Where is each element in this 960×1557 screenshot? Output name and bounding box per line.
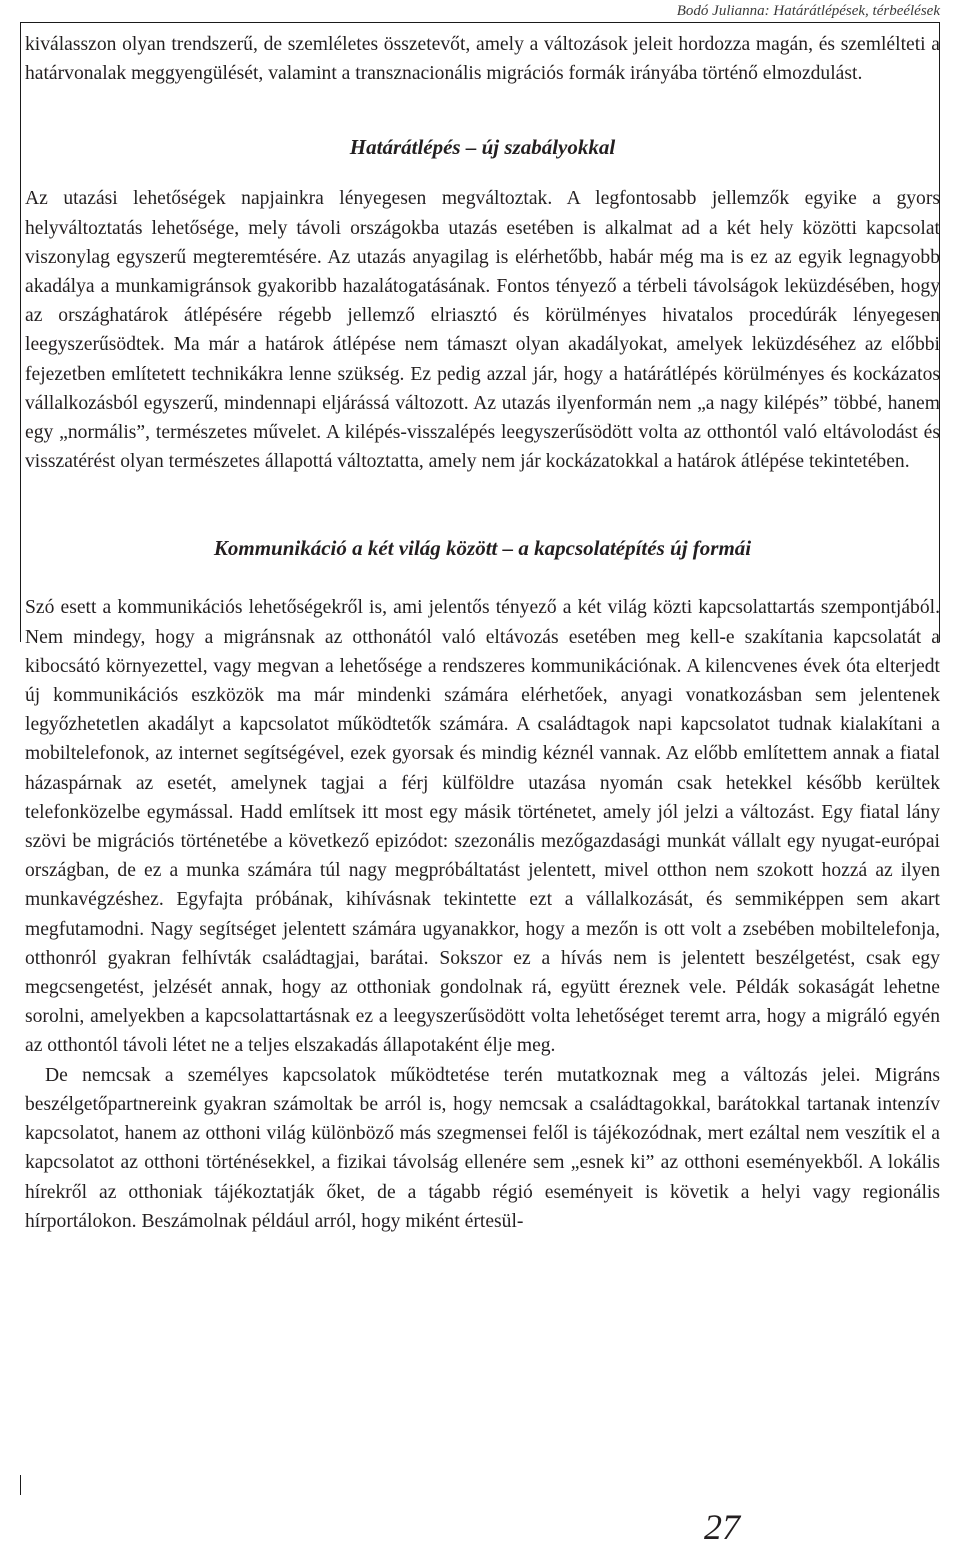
left-margin-line-lower [20, 1475, 21, 1495]
intro-paragraph: kiválasszon olyan trendszerű, de szemléletes összetevőt, amely a változások jeleit hordozza magán, és szemlélteti a határvonalak meggyengülését, valamint a transznacionális migrációs formák irányába történő elmozdulást. [25, 34, 940, 85]
page-number-wrap [0, 1507, 960, 1547]
left-margin-line [20, 22, 21, 642]
section1-paragraph: Az utazási lehetőségek napjainkra lényegesen megváltoztak. A legfontosabb jellemzők egyike a gyors helyváltoztatás lehetősége, mely távoli országokba utazás esetében is alkalmat ad a két hely közötti kapcsolat viszonylag egyszerű megteremtésére. Az utazás anyagilag is elérhetőbb, habár még ma is ez az egyik legnagyobb akadálya a munkamigránsok gyakoribb hazalátogatásának. Fontos tényező a térbeli távolságok leküzdésében, hogy az országhatárok átlépésére régebb jellemző elriasztó és körülményes hivatalos procedúrák lényegesen leegyszerűsödtek. Ma már a határok átlépése nem támaszt olyan akadályokat, amelyek leküzdéséhez az előbbi fejezetben említetett technikákra lenne szükség. Ez pedig azzal jár, hogy a határátlépés körülményes és kockázatos vállalkozásból egyszerű, mindennapi eljárássá változott. Az utazás ilyenformán nem „a nagy kilépés” többé, hanem egy „normális”, természetes művelet. A kilépés-visszalépés leegyszerűsödött volta az otthontól való eltávolodást és visszatérést olyan természetes állapottá változtatta, amely nem jár kockázatokkal a határok átlépése tekintetében. [25, 188, 940, 473]
section2-paragraph-2: De nemcsak a személyes kapcsolatok működtetése terén mutatkoznak meg a változás jelei. Migráns beszélgetőpartnereink gyakran számoltak be arról is, hogy nemcsak a családtagokkal, barátokkal tartanak intenzív kapcsolatot, hanem az otthoni világ különböző más szegmensei felől is tájékozódnak, mert ezáltal nem veszítik el a kapcsolatot az otthoni történésekkel, a fizikai távolság ellenére sem „esnek ki” az otthoni eseményekből. A lokális hírekről az otthoniak tájékoztatják őket, de a tágabb régió eseményeit is követik a helyi vagy regionális hírportálokon. Beszámolnak például arról, hogy miként értesül- [25, 1064, 940, 1232]
section-heading-border-crossing: Határátlépés – új szabályokkal [349, 135, 616, 160]
section2-paragraph-1: Szó esett a kommunikációs lehetőségekről is, ami jelentős tényező a két világ közti kapcsolattartás szempontjából. Nem mindegy, hogy a migránsnak az otthonától való eltávozás esetében meg kell-e szakítania kapcsolatát a kibocsátó környezettel, vagy megvan a lehetősége a rendszeres kommunikációnak. A kilencvenes évek óta elterjedt új kommunikációs eszközök ma már mindenki számára elérhetőek, anyagi vonatkozásban sem jelentenek legyőzhetetlen akadályt a kapcsolatot működtetők számára. A családtagok napi kapcsolatot tudnak kialakítani a mobiltelefonok, az internet segítségével, ezek gyorsak és mindig kéznél vannak. Az előbb említettem annak a fiatal házaspárnak az esetét, amelynek tagjai a férj külföldre utazása nyomán csak hetekkel később kerültek telefonközelbe egymással. Hadd említsek itt most egy másik történetet, amely jól jelzi a változást. Egy fiatal lány szövi be migrációs történetébe a következő epizódot: szezonális mezőgazdasági munkát vállalt egy nyugat-európai országban, de ez a munka számára túl nagy megpróbáltatást jelentett, mivel otthon nem szokott hozzá az ilyen munkavégzéshez. Egyfajta próbának, kihívásnak tekintette ezt a vállalkozását, és semmiképpen sem akart megfutamodni. Nagy segítséget jelentett számára ugyanakkor, hogy a mezőn is ott volt a zsebében mobiltelefonja, otthonról gyakran felhívták családtagjai, barátai. Sokszor ez a hívás nem is jelentett beszélgetést, csak egy megcsengetést, jelzését annak, hogy az otthoniak gondolnak rá, együtt éreznek vele. Példák sokaságát lehetne sorolni, amelyekben a kapcsolattartásnak ez a leegyszerűsödött volta lehetőséget teremt arra, hogy a migráló egyén az otthontól távoli létet ne a teljes elszakadás állapotaként élje meg. [25, 597, 940, 1057]
running-head: Bodó Julianna: Határátlépések, térbeélések [676, 3, 940, 19]
section-heading-communication: Kommunikáció a két világ között – a kapcsolatépítés új formái [213, 536, 752, 561]
header-rule [20, 22, 940, 23]
page-content [25, 30, 940, 1236]
page-number: 27 [704, 1507, 740, 1547]
